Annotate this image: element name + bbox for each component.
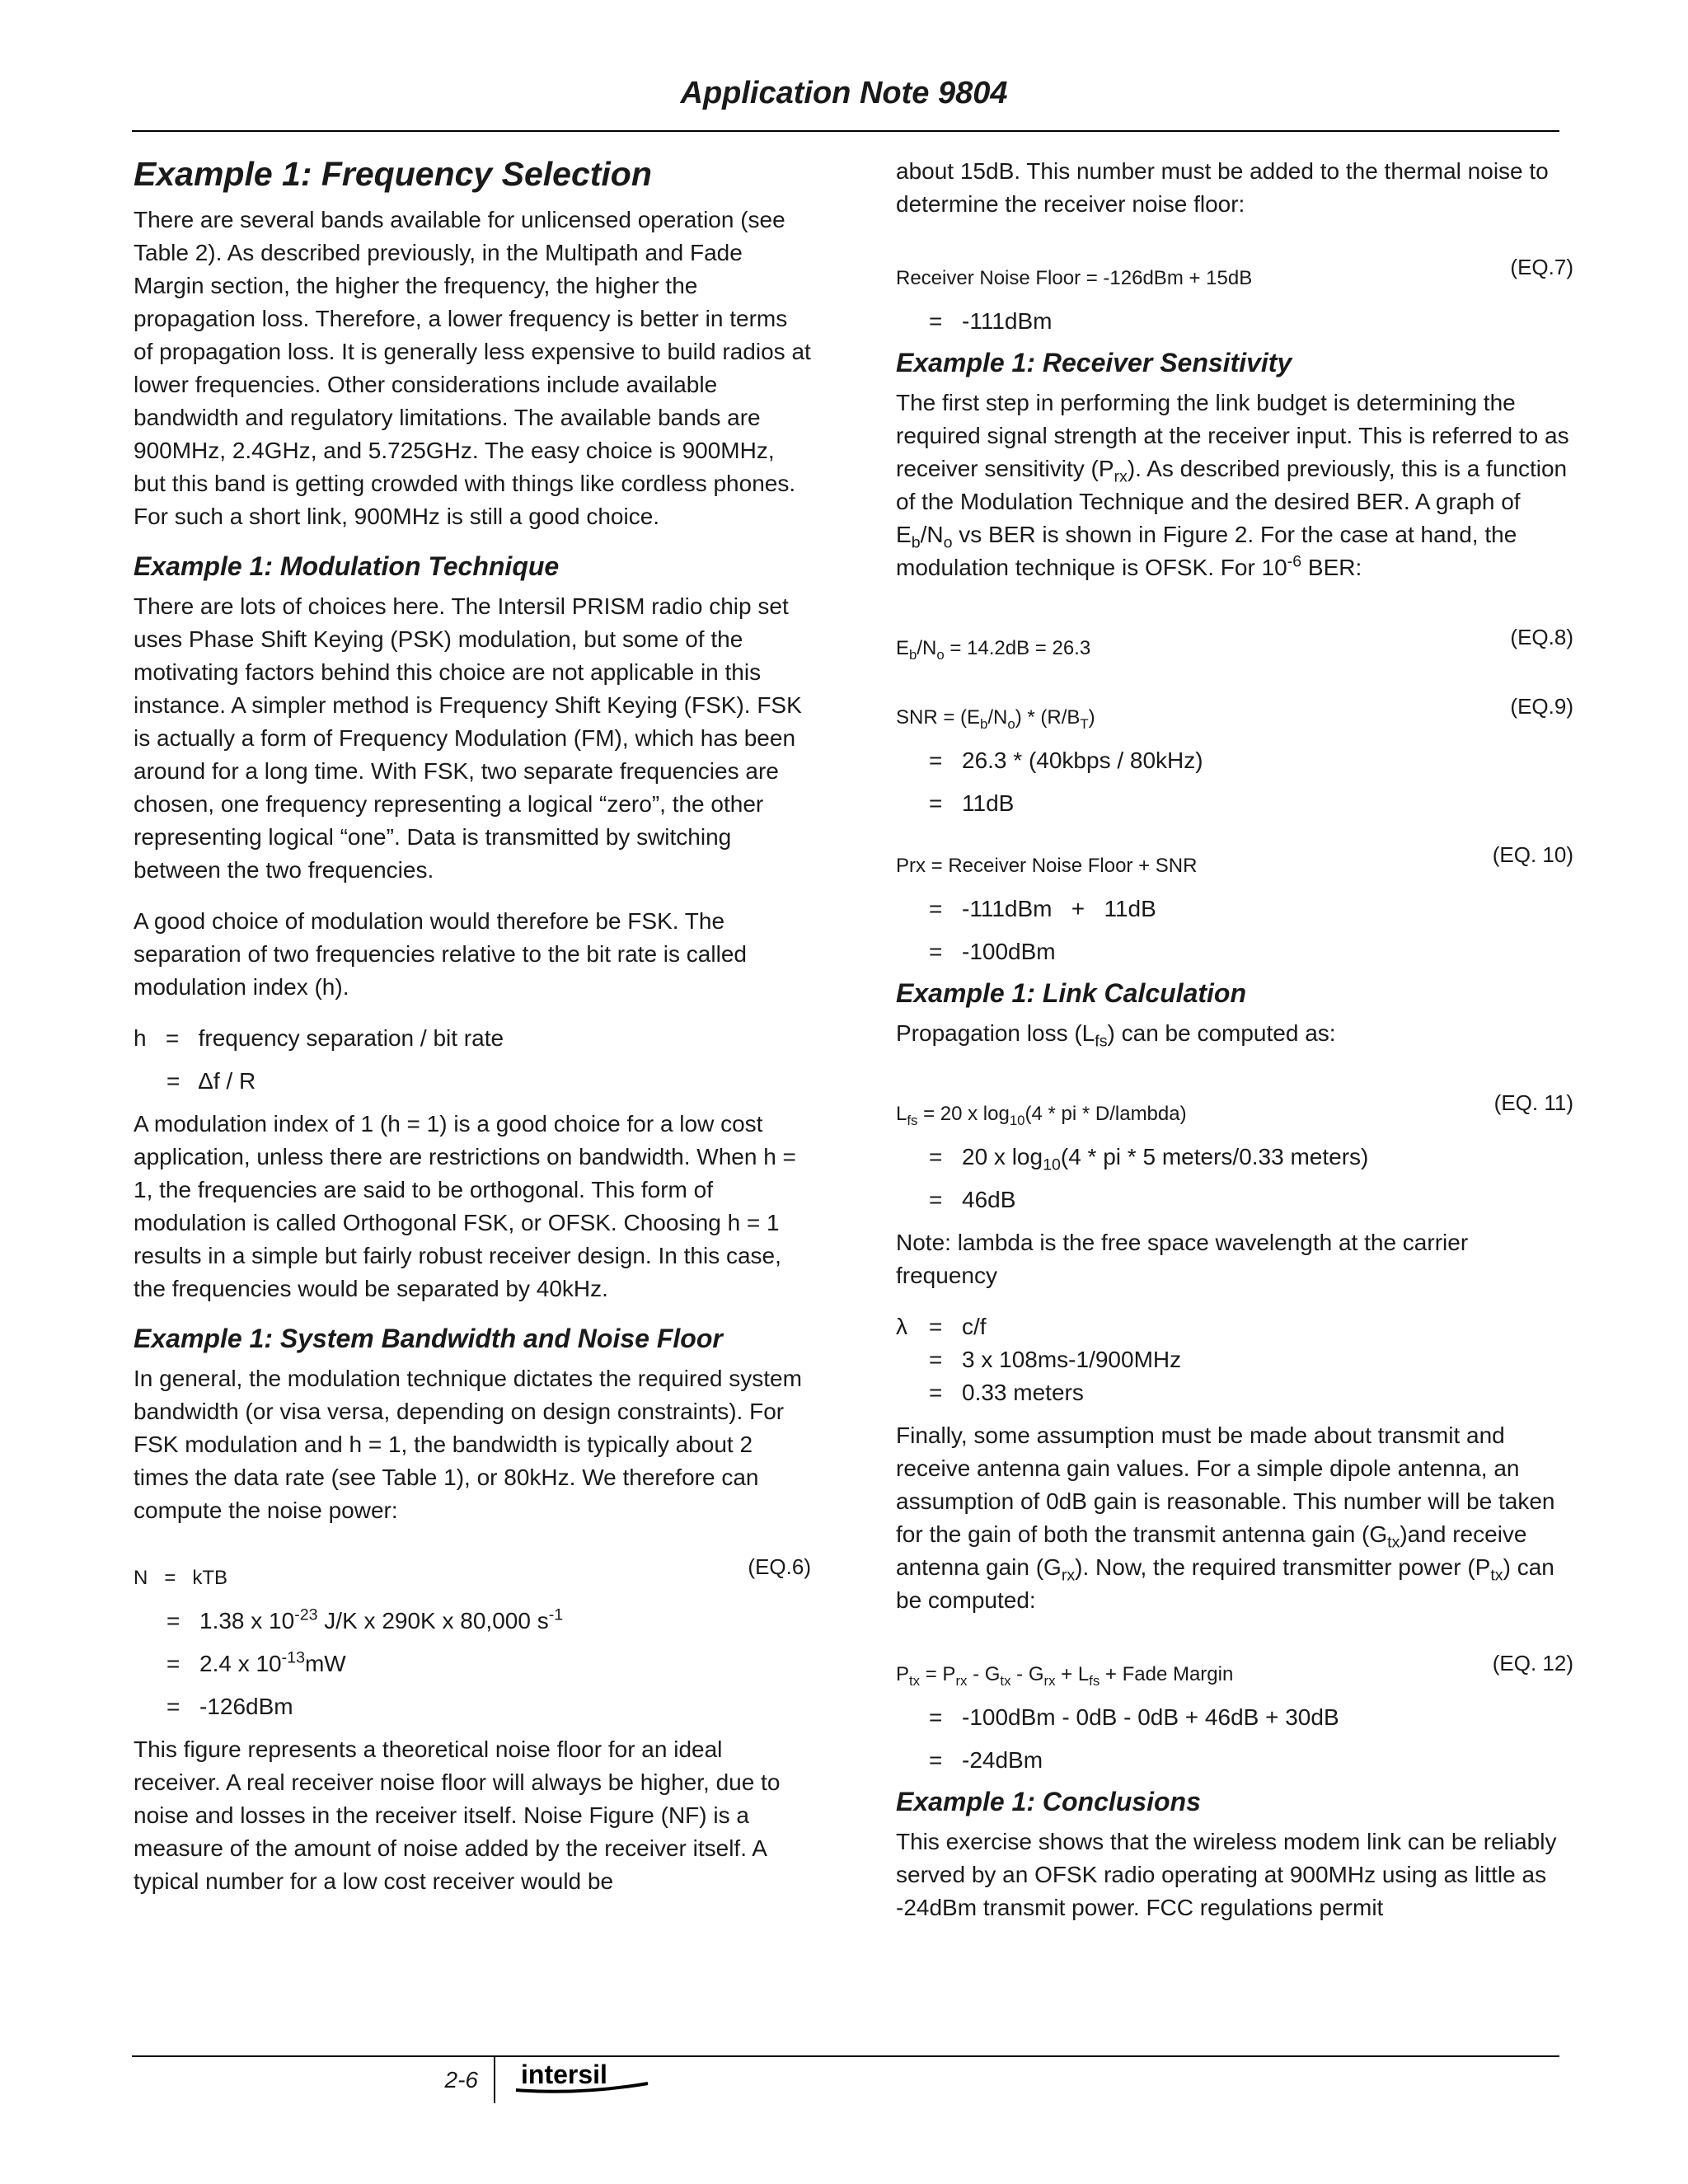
eq8-main: $E_b/N_o = 14.2dB = 26.3$ xyxy=(896,637,1091,663)
equation-9 xyxy=(896,694,1573,734)
eq7-line2: = -111dBm xyxy=(929,308,1053,334)
eq7-main: Receiver Noise Floor = -126dBm + 15dB xyxy=(896,267,1253,289)
page-header-title: Application Note 9804 xyxy=(680,76,1008,110)
footer-divider xyxy=(494,2057,495,2103)
equation-10 xyxy=(896,842,1573,883)
paragraph-modulation-1: There are lots of choices here. The Intersil PRISM radio chip set uses Phase Shift Keying (PSK) modulation, but some of the motivating factors behind this choice are not applicable in this instance. A simpler method is Frequency Shift Keying (FSK). FSK is actually a form of Frequency Modulation (FM), which has been around for a long time. With FSK, two separate frequencies are chosen, one frequency representing a logical “zero”, the other representing logical “one”. Data is transmitted by switching between the two frequencies. xyxy=(134,593,802,883)
heading-frequency-selection: Example 1: Frequency Selection xyxy=(134,155,652,193)
header-rule xyxy=(132,130,1559,132)
eq10-tag: (EQ. 10) xyxy=(1492,842,1573,867)
svg-text:intersil: intersil xyxy=(521,2060,607,2089)
heading-modulation: Example 1: Modulation Technique xyxy=(134,551,560,581)
heading-link-calculation: Example 1: Link Calculation xyxy=(896,978,1246,1008)
intersil-logo-mark xyxy=(513,2059,653,2100)
equation-11 xyxy=(896,1090,1573,1131)
eq6-line4: = -126dBm xyxy=(166,1694,293,1719)
paragraph-sensitivity: The first step in performing the link budget is determining the required signal strength at the receiver input. This is referred to as receiver sensitivity $(P_{rx})$. As described previously, this is a function of the Modulation Technique and the desired BER. A graph of $E_b/N_o$ vs BER is shown in Figure 2. For the case at hand, the modulation technique is OFSK. For $10^{-6}$ BER: xyxy=(896,390,1569,580)
left-column xyxy=(134,155,811,1916)
equation-h-line1: h = frequency separation / bit rate xyxy=(134,1025,504,1051)
equation-h-line2: = Δf / R xyxy=(166,1068,256,1094)
eq12-tag: (EQ. 12) xyxy=(1492,1651,1573,1675)
paragraph-frequency: There are several bands available for unlicensed operation (see Table 2). As described previously, in the Multipath and Fade Margin section, the higher the frequency, the higher the propagation loss. Therefore, a lower frequency is better in terms of propagation loss. It is generally less expensive to build radios at lower frequencies. Other considerations include available bandwidth and regulatory limitations. The available bands are 900MHz, 2.4GHz, and 5.725GHz. The easy choice is 900MHz, but this band is getting crowded with things like cordless phones. For such a short link, 900MHz is still a good choice. xyxy=(134,207,811,529)
right-column xyxy=(896,155,1573,1943)
eq12-main: $P_{tx} = P_{rx} - G_{tx} - G_{rx} + L_{fs}$ + Fade Margin xyxy=(896,1663,1234,1689)
paragraph-noise-figure-cont: about 15dB. This number must be added to the thermal noise to determine the receiver noise floor: xyxy=(896,158,1549,217)
eq8-tag: (EQ.8) xyxy=(1510,625,1573,649)
eq6-line3: = 2.4 x $10^{-13}mW$ xyxy=(166,1648,346,1676)
paragraph-propagation: Propagation loss $(L_{fs})$ can be computed as: xyxy=(896,1020,1336,1051)
paragraph-bandwidth: In general, the modulation technique dictates the required system bandwidth (or visa versa, depending on design constraints). For FSK modulation and h = 1, the bandwidth is typically about 2 times the data rate (see Table 1), or 80kHz. We therefore can compute the noise power: xyxy=(134,1366,802,1523)
paragraph-lambda-note: Note: lambda is the free space wavelength at the carrier frequency xyxy=(896,1230,1469,1288)
paragraph-antenna-gain: Finally, some assumption must be made about transmit and receive antenna gain values. For a simple dipole antenna, an assumption of 0dB gain is reasonable. This number will be taken for the gain of both the transmit antenna gain $(G_{tx})and$ receive antenna gain $(G_{rx})$. Now, the required transmitter power $(P_{tx})$ can be computed: xyxy=(896,1422,1555,1613)
eq9-line2: = 26.3 * (40kbps / 80kHz) xyxy=(929,748,1203,773)
eq9-tag: (EQ.9) xyxy=(1510,694,1573,719)
eq7-tag: (EQ.7) xyxy=(1510,255,1573,279)
equation-8 xyxy=(896,625,1573,665)
equation-7 xyxy=(896,255,1573,295)
eq11-line2: = 20 x $\log_{10}(4$ * pi * 5 meters/0.33 meters) xyxy=(929,1144,1369,1174)
eq9-main: SNR = $(E_b/N_o) * (R/B_T)$ xyxy=(896,706,1095,732)
lambda-line2: = 3 x 108ms-1/900MHz xyxy=(929,1347,1182,1372)
paragraph-conclusions: This exercise shows that the wireless modem link can be reliably served by an OFSK radio operating at 900MHz using as little as -24dBm transmit power. FCC regulations permit xyxy=(896,1829,1557,1920)
eq11-line3: = 46dB xyxy=(929,1187,1016,1212)
heading-conclusions: Example 1: Conclusions xyxy=(896,1787,1201,1816)
eq6-main: N = kTB xyxy=(134,1567,228,1589)
heading-bandwidth-noise: Example 1: System Bandwidth and Noise Floor xyxy=(134,1324,723,1353)
paragraph-modulation-3: A modulation index of 1 (h = 1) is a good choice for a low cost application, unless there are restrictions on bandwidth. When h = 1, the frequencies are said to be orthogonal. This form of modulation is called Orthogonal FSK, or OFSK. Choosing h = 1 results in a simple but fairly robust receiver design. In this case, the frequencies would be separated by 40kHz. xyxy=(134,1111,796,1301)
lambda-line1: λ = c/f xyxy=(896,1314,987,1339)
intersil-logo xyxy=(513,2059,653,2104)
eq6-line2: = 1.38 x $10^{-23}$ J/K x 290K x 80,000 $s^{-1}$ xyxy=(166,1605,564,1633)
eq12-line2: = -100dBm - 0dB - 0dB + 46dB + 30dB xyxy=(929,1704,1339,1730)
lambda-line3: = 0.33 meters xyxy=(929,1380,1084,1405)
eq9-line3: = 11dB xyxy=(929,790,1015,816)
footer-rule xyxy=(132,2055,1559,2057)
equation-6 xyxy=(134,1554,811,1595)
eq12-line3: = -24dBm xyxy=(929,1747,1043,1773)
eq6-tag: (EQ.6) xyxy=(748,1554,811,1579)
eq10-line3: = -100dBm xyxy=(929,939,1056,964)
eq10-line2: = -111dBm + 11dB xyxy=(929,896,1156,921)
equation-12 xyxy=(896,1651,1573,1691)
heading-receiver-sensitivity: Example 1: Receiver Sensitivity xyxy=(896,348,1292,377)
paragraph-noise-figure: This figure represents a theoretical noise floor for an ideal receiver. A real receiver noise floor will always be higher, due to noise and losses in the receiver itself. Noise Figure (NF) is a measure of the amount of noise added by the receiver itself. A typical number for a low cost receiver would be xyxy=(134,1736,781,1894)
page-number: 2-6 xyxy=(444,2067,478,2093)
eq10-main: Prx = Receiver Noise Floor + SNR xyxy=(896,855,1198,877)
paragraph-modulation-2: A good choice of modulation would therefore be FSK. The separation of two frequencies relative to the bit rate is called modulation index (h). xyxy=(134,908,747,1000)
eq11-tag: (EQ. 11) xyxy=(1493,1090,1573,1115)
eq11-main: $L_{fs} = 20$ x $\log_{10}(4$ * pi * D/lambda) xyxy=(896,1103,1187,1128)
